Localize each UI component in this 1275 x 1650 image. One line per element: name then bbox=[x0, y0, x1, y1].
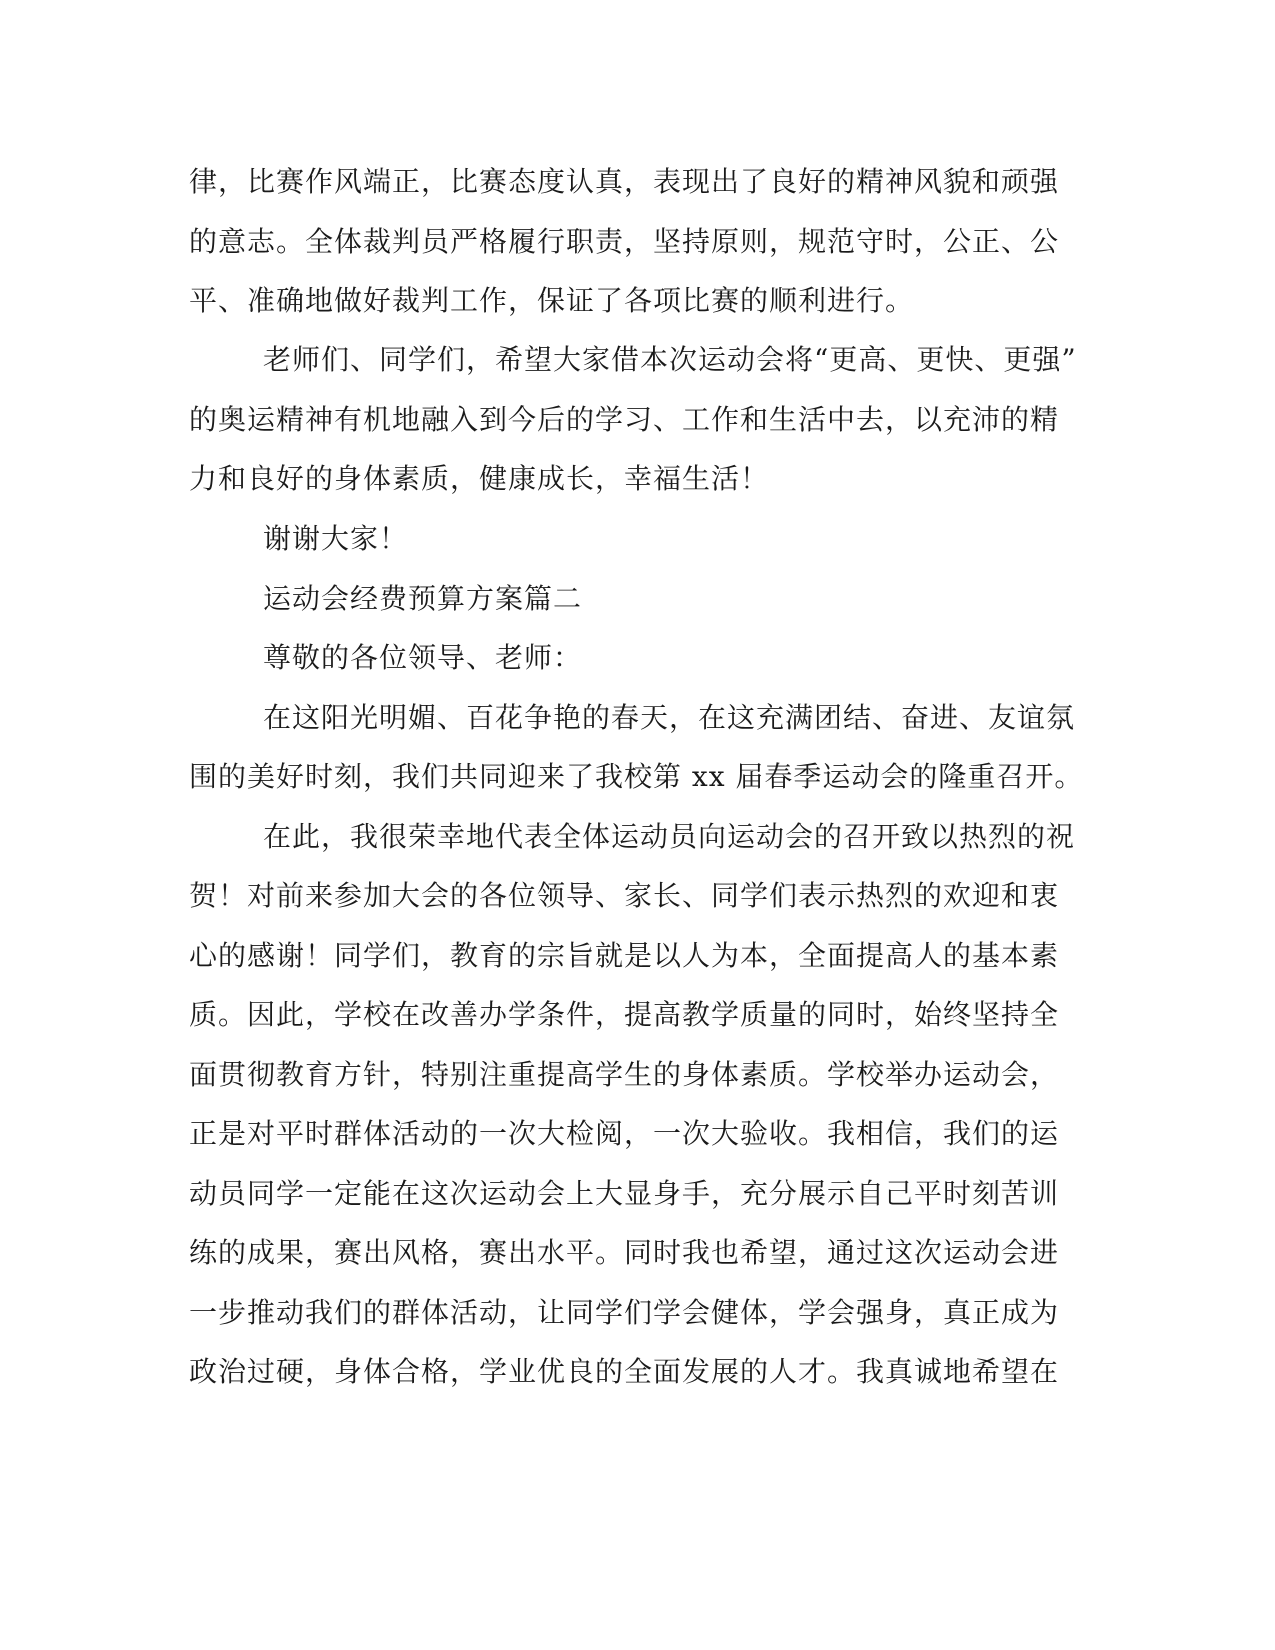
text-line: 围的美好时刻，我们共同迎来了我校第 xx 届春季运动会的隆重召开。 bbox=[189, 760, 1084, 793]
salutation: 尊敬的各位领导、老师： bbox=[263, 641, 583, 674]
text-line: 练的成果，赛出风格，赛出水平。同时我也希望，通过这次运动会进 bbox=[189, 1236, 1060, 1269]
text-line: 质。因此，学校在改善办学条件，提高教学质量的同时，始终坚持全 bbox=[189, 998, 1060, 1031]
text-line: 力和良好的身体素质，健康成长，幸福生活！ bbox=[189, 462, 770, 495]
text-line: 一步推动我们的群体活动，让同学们学会健体，学会强身，真正成为 bbox=[189, 1296, 1060, 1329]
text-line: 正是对平时群体活动的一次大检阅，一次大验收。我相信，我们的运 bbox=[189, 1117, 1060, 1150]
text-line: 面贯彻教育方针，特别注重提高学生的身体素质。学校举办运动会， bbox=[189, 1058, 1060, 1091]
text-line: 在这阳光明媚、百花争艳的春天，在这充满团结、奋进、友谊氛 bbox=[263, 701, 1076, 734]
text-line: 平、准确地做好裁判工作，保证了各项比赛的顺利进行。 bbox=[189, 284, 915, 317]
text-line: 的意志。全体裁判员严格履行职责，坚持原则，规范守时，公正、公 bbox=[189, 225, 1060, 258]
text-line: 心的感谢！同学们，教育的宗旨就是以人为本，全面提高人的基本素 bbox=[189, 939, 1060, 972]
text-line: 政治过硬，身体合格，学业优良的全面发展的人才。我真诚地希望在 bbox=[189, 1355, 1060, 1388]
text-line: 在此，我很荣幸地代表全体运动员向运动会的召开致以热烈的祝 bbox=[263, 820, 1076, 853]
text-line: 贺！对前来参加大会的各位领导、家长、同学们表示热烈的欢迎和衷 bbox=[189, 879, 1060, 912]
text-line: 的奥运精神有机地融入到今后的学习、工作和生活中去，以充沛的精 bbox=[189, 403, 1060, 436]
text-line: 谢谢大家！ bbox=[263, 522, 409, 555]
text-line: 动员同学一定能在这次运动会上大显身手，充分展示自己平时刻苦训 bbox=[189, 1177, 1060, 1210]
text-line: 老师们、同学们，希望大家借本次运动会将“更高、更快、更强” bbox=[263, 343, 1077, 376]
text-line: 律，比赛作风端正，比赛态度认真，表现出了良好的精神风貌和顽强 bbox=[189, 165, 1060, 198]
section-title: 运动会经费预算方案篇二 bbox=[263, 582, 583, 615]
